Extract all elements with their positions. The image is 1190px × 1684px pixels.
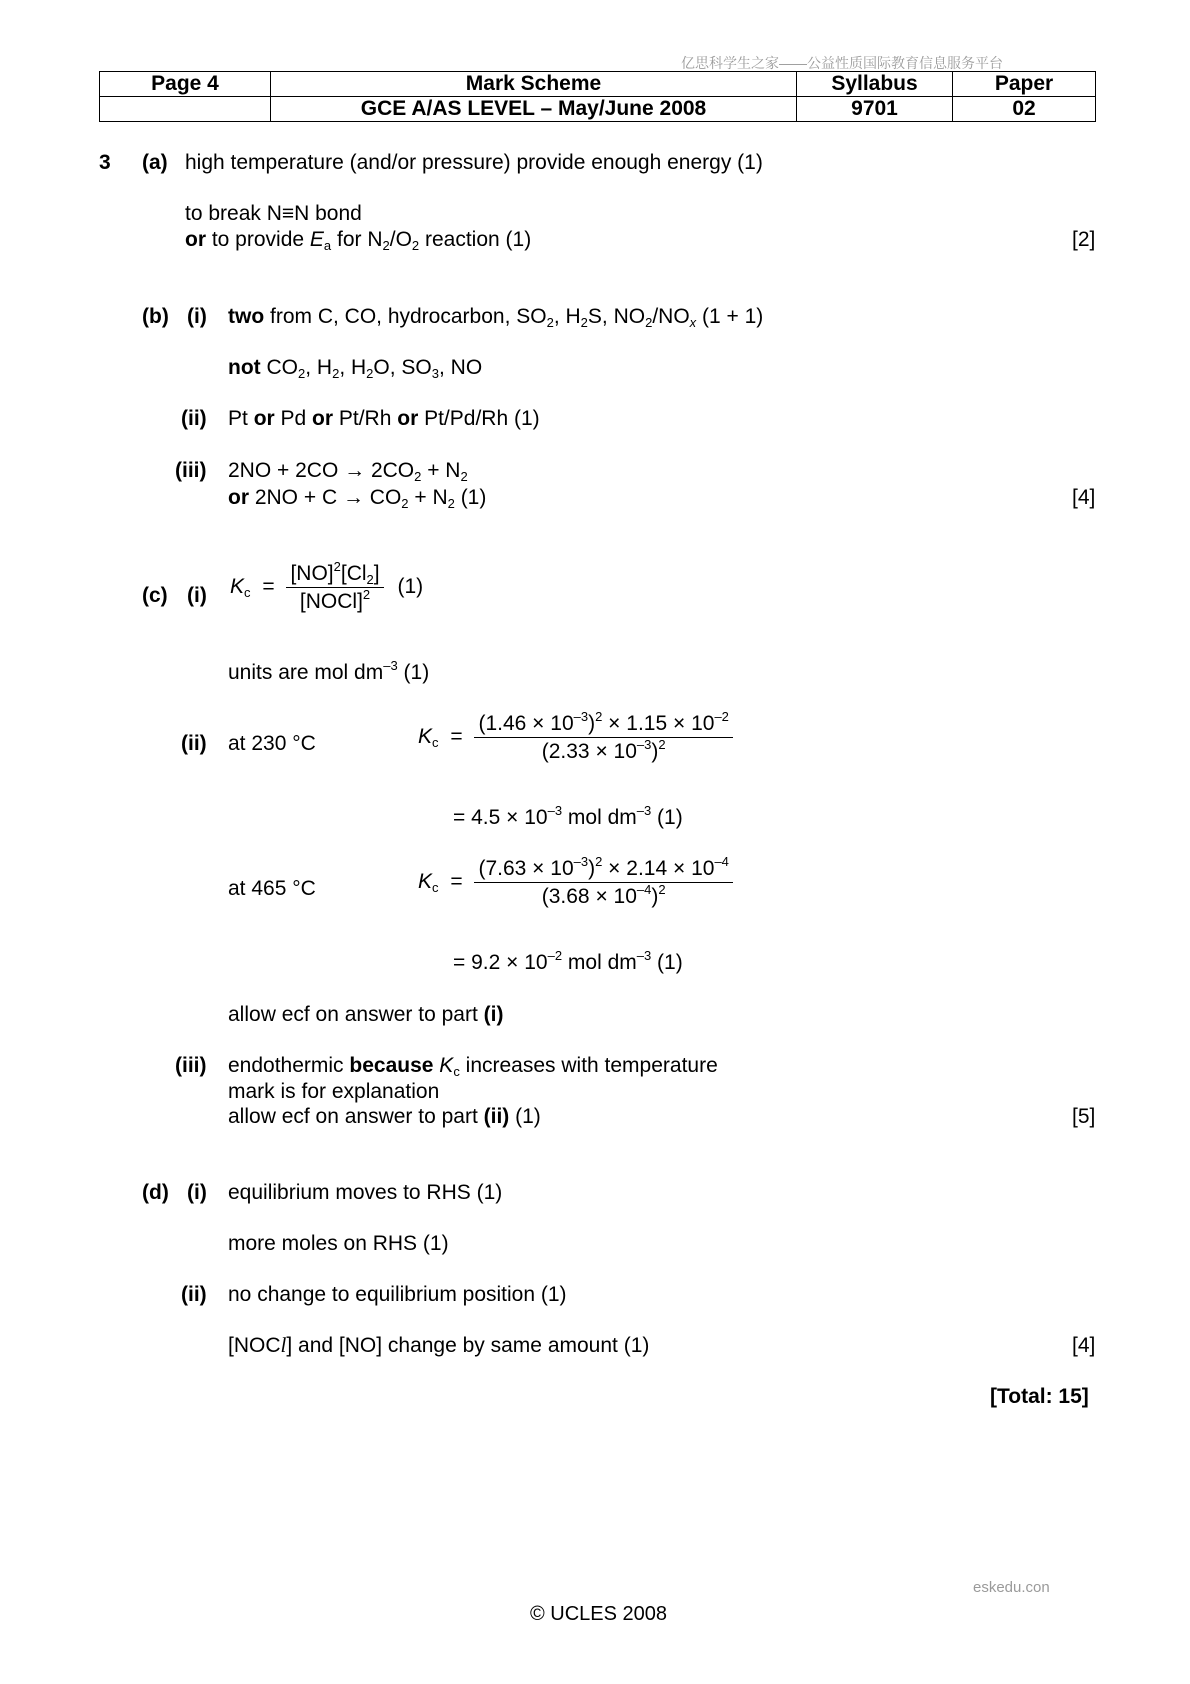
part-c-iii-label: (iii) <box>175 1054 207 1077</box>
at-465: at 465 °C <box>228 877 316 900</box>
part-d-i-label: (i) <box>187 1181 207 1204</box>
part-c-iii-line1: endothermic because $K_c$ increases with temperature <box>228 1054 718 1079</box>
part-b-i-not: not $CO_2$, $H_2$, $H_2O$, $SO_3$, NO <box>228 356 483 381</box>
part-a-label: (a) <box>142 151 168 174</box>
copyright-footer: © UCLES 2008 <box>530 1603 668 1625</box>
watermark-bottom: eskedu.con <box>973 1579 1050 1596</box>
allow-ecf-i: allow ecf on answer to part (i) <box>228 1003 504 1026</box>
question-number: 3 <box>99 151 111 174</box>
paper-label: Paper <box>953 72 1096 97</box>
part-d-ii-label: (ii) <box>181 1283 207 1306</box>
part-a-marks: [2] <box>1072 228 1096 251</box>
exam-title: GCE A/AS LEVEL – May/June 2008 <box>271 97 797 122</box>
mark-scheme-title: Mark Scheme <box>271 72 797 97</box>
kc-units: units are mol $dm^{-3}$ (1) <box>228 658 430 684</box>
page-number: Page 4 <box>100 72 271 97</box>
kc-calc-465: $K_c$ = $\frac{(7.63 \times 10^{-3})^2 \times 2.14 \times 10^{-4}}{(3.68 \times 10^{-4})^2}$ <box>418 858 733 907</box>
header-table <box>99 71 1096 122</box>
part-c-ii-label: (ii) <box>181 732 207 755</box>
part-a-line1: high temperature (and/or pressure) provide enough energy (1) <box>185 151 763 174</box>
part-c-iii-line2: mark is for explanation <box>228 1080 440 1103</box>
kc-calc-230: $K_c$ = $\frac{(1.46 \times 10^{-3})^2 \times 1.15 \times 10^{-2}}{(2.33 \times 10^{-3})^2}$ <box>418 713 733 762</box>
header-empty-cell <box>100 97 271 122</box>
part-b-marks: [4] <box>1072 486 1096 509</box>
syllabus-label: Syllabus <box>797 72 953 97</box>
part-b-label: (b) <box>142 305 169 328</box>
part-b-iii-label: (iii) <box>175 459 207 482</box>
at-230: at 230 °C <box>228 732 316 755</box>
part-a-line2: to break N≡N bond <box>185 202 362 225</box>
part-b-ii-label: (ii) <box>181 407 207 430</box>
part-d-marks: [4] <box>1072 1334 1096 1357</box>
part-b-ii-text: Pt or Pd or Pt/Rh or Pt/Pd/Rh (1) <box>228 407 540 430</box>
kc-result-230: = $4.5 \times 10^{-3}$ mol $dm^{-3}$ (1) <box>453 803 683 829</box>
part-a-line3: or to provide $E_a$ for $N_2/O_2$ reaction (1) <box>185 228 532 253</box>
part-d-i-line2: more moles on RHS (1) <box>228 1232 449 1255</box>
kc-expression: $K_c$ = $\frac{[NO]^2[Cl_2]}{[NOCl]^2}$ (1) <box>230 559 424 613</box>
part-b-iii-line1: $2NO + 2CO \to 2CO_2 + N_2$ <box>228 459 468 484</box>
part-b-i-text: two from C, CO, hydrocarbon, $SO_2$, $H_2S$, $NO_2/NO_x$ (1 + 1) <box>228 305 764 330</box>
part-c-i-label: (i) <box>187 584 207 607</box>
syllabus-code: 9701 <box>797 97 953 122</box>
part-d-ii-line2: [NOCl] and [NO] change by same amount (1) <box>228 1333 650 1357</box>
part-b-i-label: (i) <box>187 305 207 328</box>
kc-result-465: = $9.2 \times 10^{-2}$ mol $dm^{-3}$ (1) <box>453 948 683 974</box>
part-c-iii-line3: allow ecf on answer to part (ii) (1) <box>228 1105 541 1128</box>
part-c-label: (c) <box>142 584 168 607</box>
part-b-iii-line2: or $2NO + C \to CO_2 + N_2$ (1) <box>228 486 487 511</box>
part-d-i-line1: equilibrium moves to RHS (1) <box>228 1181 503 1204</box>
part-c-marks: [5] <box>1072 1105 1096 1128</box>
part-d-ii-line1: no change to equilibrium position (1) <box>228 1283 567 1306</box>
total-marks: [Total: 15] <box>990 1385 1089 1408</box>
watermark-top: 亿思科学生之家——公益性质国际教育信息服务平台 <box>681 55 1003 71</box>
paper-code: 02 <box>953 97 1096 122</box>
part-d-label: (d) <box>142 1181 169 1204</box>
